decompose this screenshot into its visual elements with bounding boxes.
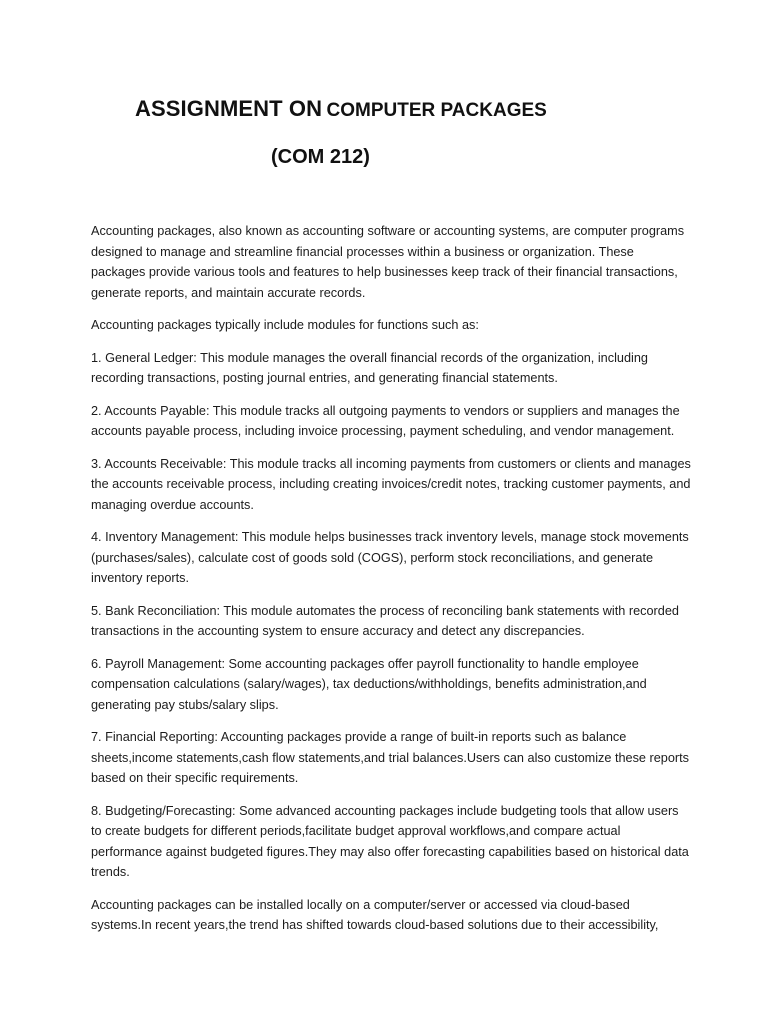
module-item-accounts-receivable: 3. Accounts Receivable: This module tracks all incoming payments from customers or clients and manages the accounts receivable process, including creating invoices/credit notes, tracking customer payments, and managing overdue accounts.	[91, 456, 691, 512]
module-item-financial-reporting: 7. Financial Reporting: Accounting packages provide a range of built-in reports such as balance sheets,income statements,cash flow statements,and trial balances.Users can also customize these reports based on their specific requirements.	[91, 730, 690, 785]
modules-intro-paragraph: Accounting packages typically include modules for functions such as:	[91, 318, 479, 332]
module-item-general-ledger: 1. General Ledger: This module manages the overall financial records of the organization, including recording transactions, posting journal entries, and generating financial statements.	[91, 350, 648, 385]
document-title	[135, 96, 547, 122]
title-part-2: COMPUTER PACKAGES	[326, 100, 547, 121]
module-item-inventory-management: 4. Inventory Management: This module helps businesses track inventory levels, manage stock movements (purchases/sales), calculate cost of goods sold (COGS), perform stock reconciliations, and generate inventory reports.	[91, 530, 689, 585]
title-part-1: ASSIGNMENT ON	[135, 96, 323, 121]
document-body	[91, 221, 691, 948]
module-item-accounts-payable: 2. Accounts Payable: This module tracks all outgoing payments to vendors or suppliers and manages the accounts payable process, including invoice processing, payment scheduling, and vendor management.	[91, 403, 680, 438]
course-code: (COM 212)	[271, 146, 370, 168]
closing-paragraph: Accounting packages can be installed locally on a computer/server or accessed via cloud-based systems.In recent years,the trend has shifted towards cloud-based solutions due to their accessibility,	[91, 897, 659, 932]
intro-paragraph: Accounting packages, also known as accounting software or accounting systems, are computer programs designed to manage and streamline financial processes within a business or organization. These packages provide various tools and features to help businesses keep track of their financial transactions, generate reports, and maintain accurate records.	[91, 224, 685, 300]
module-item-bank-reconciliation: 5. Bank Reconciliation: This module automates the process of reconciling bank statements with recorded transactions in the accounting system to ensure accuracy and detect any discrepancies.	[91, 603, 679, 638]
module-item-payroll-management: 6. Payroll Management: Some accounting packages offer payroll functionality to handle employee compensation calculations (salary/wages), tax deductions/withholdings, benefits administration,and generating pay stubs/salary slips.	[91, 656, 647, 712]
module-item-budgeting-forecasting: 8. Budgeting/Forecasting: Some advanced accounting packages include budgeting tools that allow users to create budgets for different periods,facilitate budget approval workflows,and compare actual performance against budgeted figures.They may also offer forecasting capabilities based on historical data trends.	[91, 803, 689, 879]
